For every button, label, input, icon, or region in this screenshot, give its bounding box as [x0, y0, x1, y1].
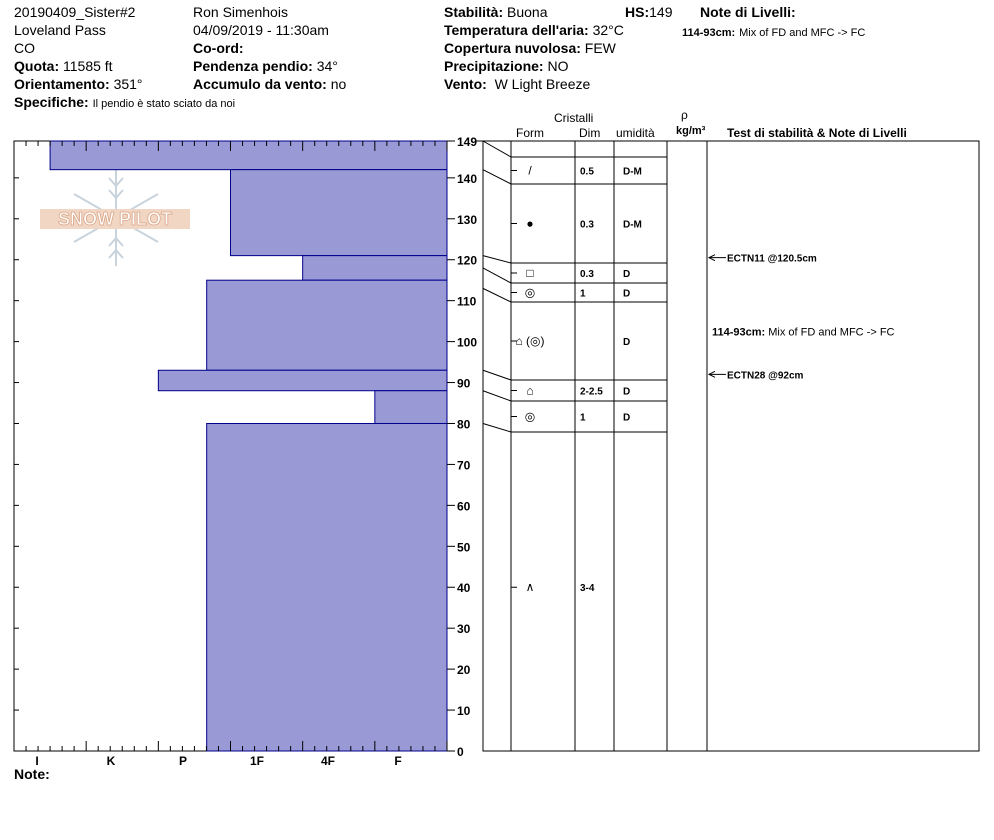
grain-size: 0.5 — [580, 166, 594, 178]
layer-note-text: Mix of FD and MFC -> FC — [739, 27, 866, 39]
hardness-bar — [375, 391, 447, 424]
wind-loading-value: no — [330, 76, 347, 92]
test-result: ECTN11 @120.5cm — [727, 253, 817, 265]
depth-label: 149 — [457, 135, 478, 149]
layer-connector — [483, 268, 511, 283]
side-note-depth: 114-93cm: — [712, 326, 769, 339]
grain-form: ∧ — [525, 580, 535, 595]
grain-form: ● — [526, 216, 534, 231]
grain-size: 2-2.5 — [580, 386, 603, 398]
grain-form: ◎ — [524, 285, 536, 300]
hardness-label: F — [394, 754, 402, 768]
layer-connector — [483, 370, 511, 380]
layer-connector — [483, 423, 511, 432]
location: Loveland Pass — [14, 22, 106, 38]
hardness-bar — [231, 170, 448, 256]
depth-label: 50 — [457, 540, 471, 555]
snowpilot-logo — [40, 170, 190, 266]
table-frame — [483, 141, 979, 751]
layer-connector — [483, 288, 511, 302]
depth-label: 40 — [457, 581, 471, 596]
wind-label: Vento: — [444, 76, 487, 92]
moisture-value: D — [623, 412, 631, 424]
grain-form: ⌂ — [526, 383, 534, 398]
wind-loading-label: Accumulo da vento: — [193, 76, 327, 92]
grain-size: 3-4 — [580, 583, 595, 595]
elevation-label: Quota: — [14, 58, 60, 74]
test-result: ECTN28 @92cm — [727, 370, 804, 382]
layer-side-note — [712, 327, 895, 339]
observer: Ron Simenhois — [193, 4, 288, 20]
site-id: 20190409_Sister#2 — [14, 4, 136, 20]
aspect-value: 351° — [113, 76, 143, 92]
layer-table — [483, 141, 979, 751]
moisture-value: D — [623, 337, 631, 348]
coord-label: Co-ord: — [193, 40, 244, 56]
slope-value: 34° — [316, 58, 338, 74]
hardness-bar — [303, 256, 447, 281]
moisture-value: D — [623, 386, 631, 398]
precip-label: Precipitazione: — [444, 58, 544, 74]
form-header: Form — [516, 126, 544, 140]
depth-label: 0 — [457, 745, 464, 759]
aspect-label: Orientamento: — [14, 76, 110, 92]
moisture-header: umidità — [616, 126, 655, 140]
air-temp-label: Temperatura dell'aria: — [444, 22, 589, 38]
datetime: 04/09/2019 - 11:30am — [193, 22, 329, 38]
grain-form: ⌂ (◎) — [515, 334, 545, 348]
depth-label: 110 — [457, 294, 477, 309]
air-temp-value: 32°C — [592, 22, 624, 38]
hardness-bar — [207, 280, 447, 370]
moisture-value: D — [623, 269, 631, 280]
specifics-label: Specifiche: — [14, 94, 89, 110]
sky-value: FEW — [584, 40, 616, 56]
depth-label: 90 — [457, 376, 471, 391]
logo-text: SNOW PILOT — [58, 209, 172, 229]
stability-label: Stabilità: — [444, 4, 504, 20]
stability-value: Buona — [507, 4, 548, 20]
dim-header: Dim — [579, 126, 601, 140]
layer-connector — [483, 170, 511, 184]
layer-note-depth: 114-93cm: — [682, 27, 736, 39]
grain-form: / — [528, 163, 532, 178]
moisture-value: D-M — [623, 166, 642, 178]
depth-label: 130 — [457, 212, 478, 227]
specifics-value: Il pendio è stato sciato da noi — [92, 98, 236, 110]
hs-value: 149 — [649, 4, 673, 20]
density-rho: ρ — [681, 108, 688, 122]
depth-label: 70 — [457, 458, 471, 473]
depth-label: 80 — [457, 417, 471, 432]
grain-size: 0.3 — [580, 269, 594, 280]
density-unit: kg/m³ — [676, 125, 706, 137]
depth-label: 20 — [457, 663, 471, 678]
hs-label: HS: — [625, 4, 650, 20]
state: CO — [14, 40, 35, 56]
slope-label: Pendenza pendio: — [193, 58, 313, 74]
moisture-value: D-M — [623, 219, 642, 231]
layer-connector — [483, 391, 511, 401]
tests-header: Test di stabilità & Note di Livelli — [727, 126, 907, 140]
layer-connector — [483, 141, 511, 157]
layer-notes-label: Note di Livelli: — [700, 4, 796, 20]
elevation-value: 11585 ft — [63, 58, 113, 74]
hardness-label: K — [106, 754, 116, 768]
precip-value: NO — [547, 58, 569, 74]
depth-label: 120 — [457, 253, 478, 268]
sky-label: Copertura nuvolosa: — [444, 40, 581, 56]
grain-form: ◎ — [524, 409, 536, 424]
grain-size: 0.3 — [580, 219, 594, 231]
notes-label: Note: — [14, 766, 50, 782]
grain-size: 1 — [580, 412, 586, 424]
depth-label: 100 — [457, 335, 478, 350]
hardness-label: 4F — [320, 754, 336, 768]
depth-label: 140 — [457, 171, 478, 186]
grain-form: □ — [526, 266, 534, 280]
depth-label: 30 — [457, 622, 471, 637]
grain-size: 1 — [580, 288, 586, 300]
side-note-text: Mix of FD and MFC -> FC — [768, 326, 895, 339]
hardness-label: P — [178, 754, 188, 768]
hardness-bar — [50, 141, 447, 170]
hardness-label: I — [35, 754, 39, 768]
depth-label: 60 — [457, 499, 471, 514]
hardness-label: 1F — [249, 754, 265, 768]
layer-connector — [483, 256, 511, 263]
hardness-bar — [158, 370, 447, 390]
hardness-bar — [207, 423, 447, 751]
hardness-chart — [14, 135, 484, 768]
depth-label: 10 — [457, 704, 471, 719]
wind-value: W Light Breeze — [494, 76, 591, 92]
crystals-header: Cristalli — [554, 111, 594, 125]
moisture-value: D — [623, 288, 631, 300]
tests-panel — [709, 254, 895, 382]
